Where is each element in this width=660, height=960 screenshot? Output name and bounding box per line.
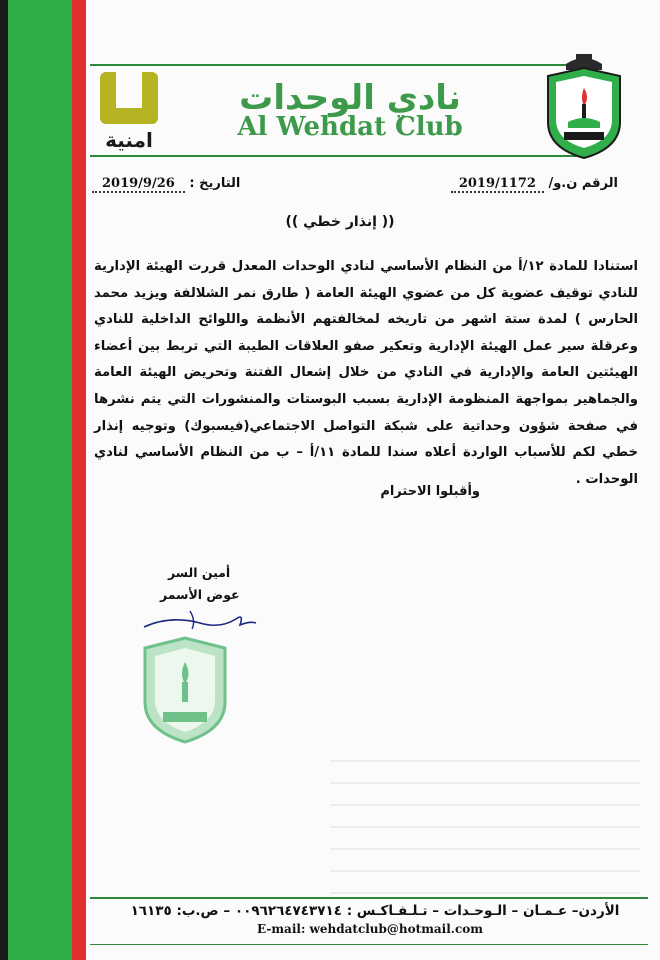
footer-rule-bottom bbox=[90, 944, 648, 945]
footer-rule-top bbox=[90, 897, 648, 899]
header-rule-top bbox=[90, 64, 582, 66]
club-stamp-icon bbox=[135, 628, 235, 748]
club-name-english: Al Wehdat Club bbox=[237, 112, 463, 142]
reference-number bbox=[451, 176, 618, 193]
club-name-arabic: نادي الوحدات bbox=[239, 78, 461, 118]
club-crest-icon bbox=[540, 52, 628, 162]
show-through-text bbox=[330, 760, 640, 900]
letter-date bbox=[92, 176, 240, 193]
reference-label: الرقم ن.و/ bbox=[548, 176, 618, 191]
date-value: 2019/9/26 bbox=[92, 176, 185, 193]
date-label: التاريخ : bbox=[189, 176, 241, 191]
footer-email: E-mail: wehdatclub@hotmail.com bbox=[257, 922, 483, 936]
closing-line: وأقبلوا الاحترام bbox=[380, 484, 480, 499]
left-black-stripe bbox=[0, 0, 8, 960]
header-rule-bottom bbox=[90, 155, 582, 157]
footer-address: الأردن– عـمـان – الـوحـدات – تـلـفـاكـس : ٠٠٩٦٢٦٤٧٤٣٧١٤ – ص.ب: ١٦١٣٥ bbox=[130, 903, 620, 919]
left-green-stripe bbox=[8, 0, 72, 960]
signatory-name: عوض الأسمر bbox=[160, 587, 240, 602]
reference-value: 2019/1172 bbox=[451, 176, 544, 193]
letter-subject: (( إنذار خطي )) bbox=[285, 214, 395, 230]
left-red-stripe bbox=[72, 0, 86, 960]
sponsor-name: امنية bbox=[105, 128, 153, 152]
letter-body: استنادا للمادة ١٢/أ من النظام الأساسي لنادي الوحدات المعدل قررت الهيئة الإدارية للنادي توقيف عضوية كل من عضوي الهيئة العامة ( طارق نمر الشلالفة ويزيد محمد الحارس ) لمدة ستة اشهر من تاريخه لمخالفتهم الأنظمة واللوائح الداخلية للنادي وعرقلة سير عمل الهيئة الإدارية وتعكير صفو العلاقات الطيبة التي تربط بين أعضاء الهيئتين العامة والإدارية في النادي من خلال إشعال الفتنة وتحريض الهيئة العامة والجماهير بمواجهة المنظومة الإدارية بسبب البوستات والمنشورات التي يتم نشرها في صفحة شؤون وحداتية على شبكة التواصل الاجتماعي(فيسبوك) وتوجيه إنذار خطي لكم للأسباب الواردة أعلاه سندا للمادة ١١/أ – ب من النظام الأساسي لنادي الوحدات . bbox=[94, 259, 639, 487]
signatory-title: أمين السر bbox=[168, 565, 231, 580]
